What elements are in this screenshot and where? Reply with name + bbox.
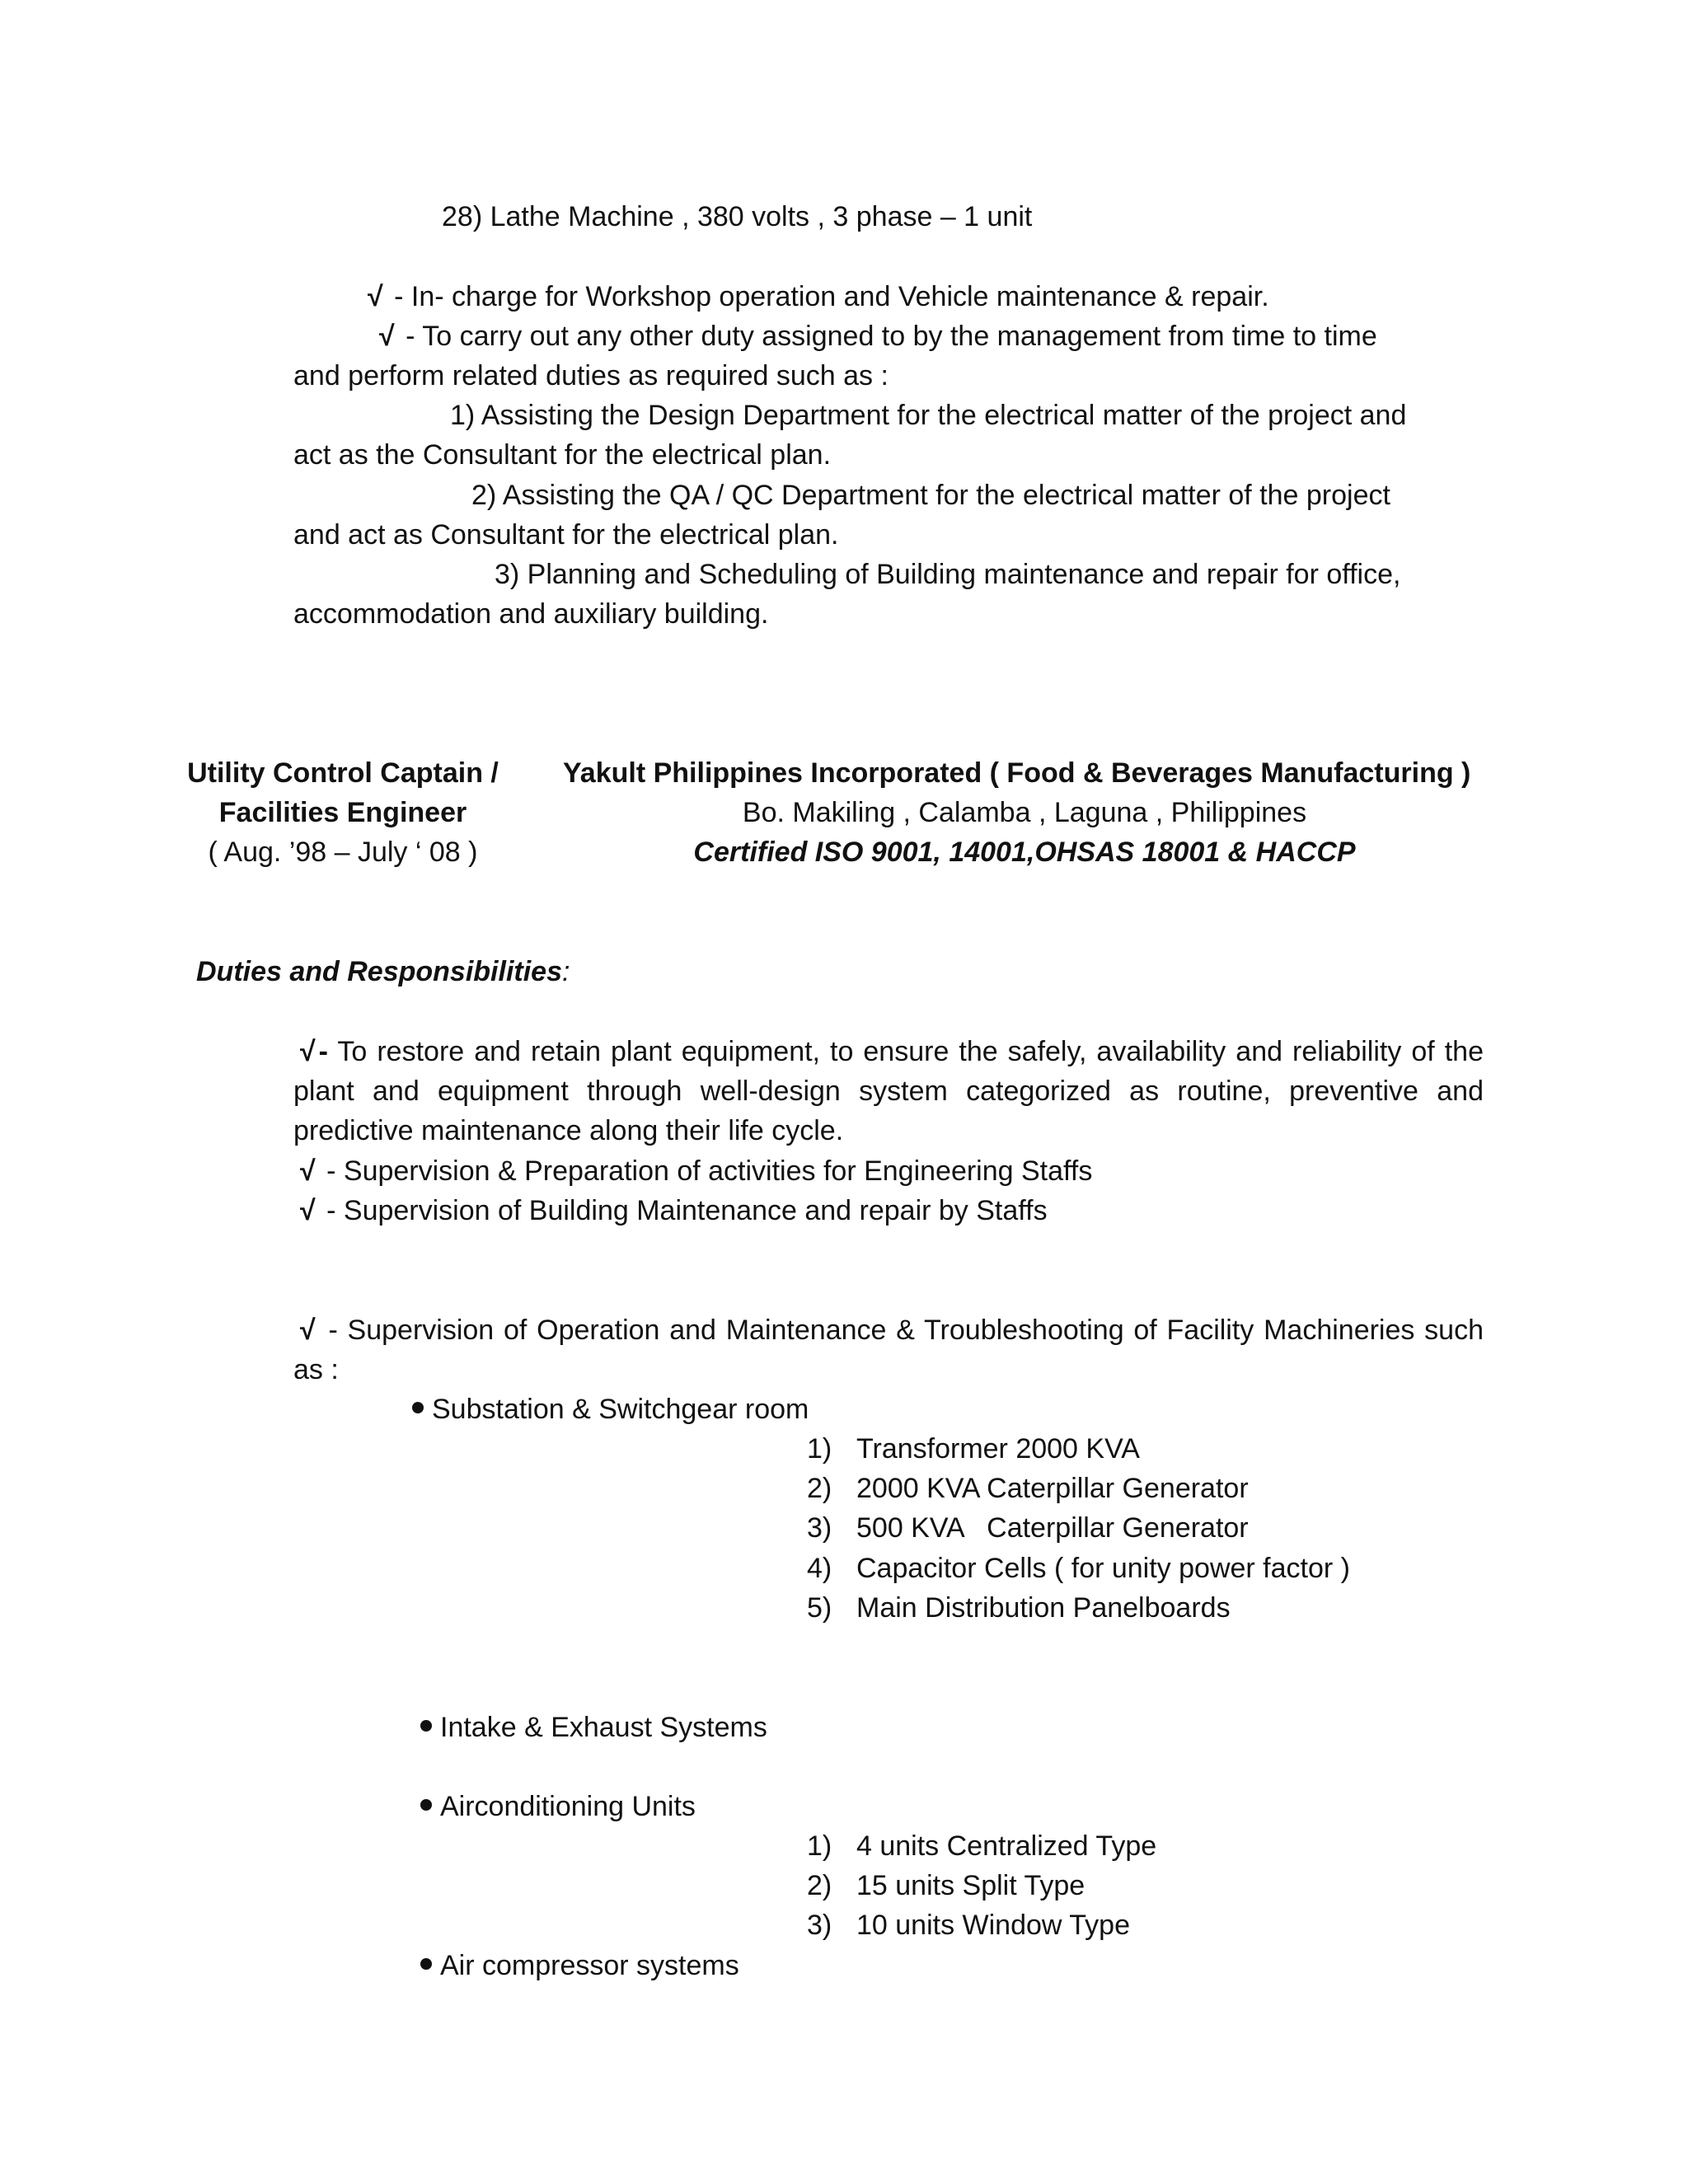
bullet-icon — [412, 1402, 424, 1413]
other-duty-line1: √ - To carry out any other duty assigned to by the management from time to time — [379, 321, 1377, 352]
substation-list-item: 1) Transformer 2000 KVA — [807, 1433, 1140, 1465]
incharge-workshop-duty: √ - In- charge for Workshop operation and Vehicle maintenance & repair. — [368, 281, 1269, 312]
assist-design-line2: act as the Consultant for the electrical plan. — [293, 439, 832, 471]
substation-list-item: 4) Capacitor Cells ( for unity power factor ) — [807, 1553, 1350, 1584]
aircon-list-item: 2) 15 units Split Type — [807, 1870, 1085, 1901]
company-certification: Certified ISO 9001, 14001,OHSAS 18001 & HACCP — [693, 837, 1356, 868]
supervision-facility-machineries: √ - Supervision of Operation and Maintenance & Troubleshooting of Facility Machineries such as : — [293, 1315, 1484, 1385]
intake-exhaust-item: Intake & Exhaust Systems — [420, 1708, 767, 1747]
substation-switchgear-item: Substation & Switchgear room — [412, 1390, 809, 1429]
check-mark-icon: √ — [300, 1155, 316, 1187]
check-mark-icon: √ — [368, 281, 383, 312]
bullet-icon — [420, 1958, 432, 1970]
check-mark-icon: √ — [300, 1315, 316, 1346]
other-duty-line2: and perform related duties as required such as : — [293, 360, 889, 391]
company-name: Yakult Philippines Incorporated ( Food & Beverages Manufacturing ) — [563, 757, 1471, 789]
assist-qaqc-line1: 2) Assisting the QA / QC Department for the electrical matter of the project — [471, 480, 1390, 511]
job-title-line2: Facilities Engineer — [218, 797, 467, 828]
substation-list-item: 3) 500 KVA Caterpillar Generator — [807, 1512, 1249, 1544]
airconditioning-item: Airconditioning Units — [420, 1787, 696, 1826]
bullet-icon — [420, 1799, 432, 1811]
supervision-engineering-staffs: √ - Supervision & Preparation of activities for Engineering Staffs — [300, 1155, 1093, 1187]
bullet-icon — [420, 1720, 432, 1732]
planning-scheduling-line1: 3) Planning and Scheduling of Building maintenance and repair for office, — [495, 559, 1401, 590]
supervision-building-maintenance: √ - Supervision of Building Maintenance and repair by Staffs — [300, 1195, 1048, 1226]
assist-qaqc-line2: and act as Consultant for the electrical plan. — [293, 519, 839, 551]
restore-equipment-paragraph: √ - To restore and retain plant equipment, to ensure the safely, availability and reliability of the plant and equipment through well-design system categorized as routine, preventive and predictive maintenance along their life cycle. — [293, 1036, 1484, 1146]
check-mark-icon: √ — [300, 1036, 316, 1067]
check-mark-icon: √ — [379, 321, 395, 352]
air-compressor-item: Air compressor systems — [420, 1946, 739, 1985]
substation-list-item: 2) 2000 KVA Caterpillar Generator — [807, 1473, 1249, 1504]
assist-design-line1: 1) Assisting the Design Department for the electrical matter of the project and — [450, 400, 1407, 431]
company-address: Bo. Makiling , Calamba , Laguna , Philippines — [742, 797, 1307, 828]
planning-scheduling-line2: accommodation and auxiliary building. — [293, 598, 769, 630]
lathe-machine-item: 28) Lathe Machine , 380 volts , 3 phase – 1 unit — [442, 201, 1033, 232]
check-mark-icon: √ — [300, 1195, 316, 1226]
aircon-list-item: 1) 4 units Centralized Type — [807, 1830, 1157, 1862]
duties-heading: Duties and Responsibilities: — [196, 956, 570, 987]
job-title-line1: Utility Control Captain / — [187, 757, 499, 789]
substation-list-item: 5) Main Distribution Panelboards — [807, 1592, 1231, 1624]
aircon-list-item: 3) 10 units Window Type — [807, 1910, 1130, 1941]
job-period: ( Aug. ’98 – July ‘ 08 ) — [208, 837, 478, 868]
